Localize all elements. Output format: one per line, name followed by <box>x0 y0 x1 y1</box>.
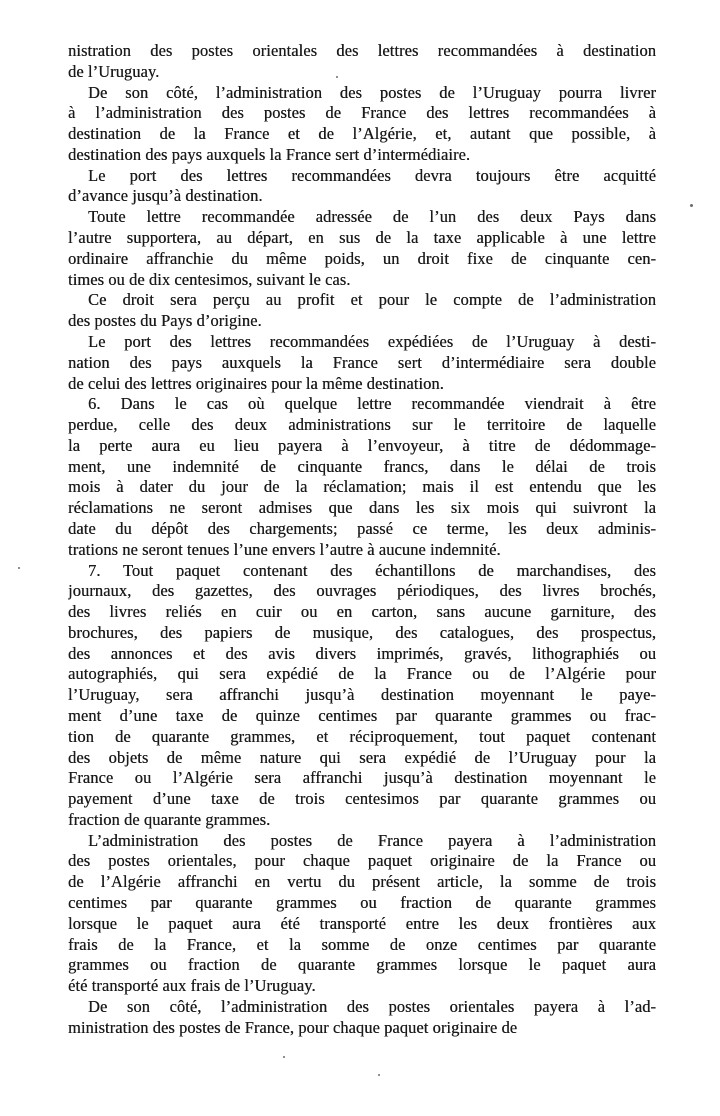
text-line: lorsque le paquet aura été transporté entre les deux frontières aux <box>68 913 656 933</box>
scan-speck <box>283 1056 285 1058</box>
text-line: destination de la France et de l’Algérie, et, autant que possible, à <box>68 124 656 144</box>
scan-speck <box>378 1074 380 1076</box>
text-line: De son côté, l’administration des postes orientales payera à l’ad- <box>88 996 656 1016</box>
text-line: L’administration des postes de France payera à l’administration <box>88 830 656 850</box>
text-line: de celui des lettres originaires pour la même destination. <box>68 373 444 393</box>
text-line: des postes orientales, pour chaque paquet originaire de la France ou <box>68 851 656 871</box>
text-line: perdue, celle des deux administrations sur le territoire de laquelle <box>68 415 656 435</box>
text-line: des livres reliés en cuir ou en carton, sans aucune garniture, des <box>68 602 656 622</box>
text-line: ordinaire affranchie du même poids, un droit fixe de cinquante cen- <box>68 248 656 268</box>
text-line: mois à dater du jour de la réclamation; mais il est entendu que les <box>68 477 656 497</box>
text-line: tion de quarante grammes, et réciproquement, tout paquet contenant <box>68 726 656 746</box>
scan-speck <box>690 204 693 207</box>
text-line: des postes du Pays d’origine. <box>68 311 262 331</box>
text-line: Le port des lettres recommandées devra toujours être acquitté <box>88 165 656 185</box>
text-line: destination des pays auxquels la France sert d’intermédiaire. <box>68 144 471 164</box>
text-line: ment d’une taxe de quinze centimes par quarante grammes ou frac- <box>68 706 656 725</box>
text-line: de l’Uruguay. <box>68 61 160 81</box>
text-line: brochures, des papiers de musique, des catalogues, des prospectus, <box>68 622 656 642</box>
text-line: réclamations ne seront admises que dans les six mois qui suivront la <box>68 498 656 518</box>
text-line: nation des pays auxquels la France sert d’intermédiaire sera double <box>68 352 656 372</box>
text-line: centimes par quarante grammes ou fraction de quarante grammes <box>68 893 656 913</box>
text-line: autographiés, qui sera expédié de la France ou de l’Algérie pour <box>68 664 656 684</box>
text-line: Toute lettre recommandée adressée de l’un des deux Pays dans <box>88 207 656 227</box>
scan-speck <box>18 567 20 569</box>
text-line: de l’Algérie affranchi en vertu du présent article, la somme de trois <box>68 872 656 892</box>
text-line: l’autre supportera, au départ, en sus de la taxe applicable à une lettre <box>68 228 656 248</box>
text-line: payement d’une taxe de trois centesimos par quarante grammes ou <box>68 789 656 809</box>
text-line: De son côté, l’administration des postes de l’Uruguay pourra livrer <box>88 82 656 102</box>
text-line: des objets de même nature qui sera expédié de l’Uruguay pour la <box>68 747 656 767</box>
text-line: 6. Dans le cas où quelque lettre recommandée viendrait à être <box>88 394 656 414</box>
text-line: à l’administration des postes de France des lettres recommandées à <box>68 103 656 123</box>
text-line: trations ne seront tenues l’une envers l’autre à aucune indemnité. <box>68 539 501 559</box>
text-line: des annonces et des avis divers imprimés, gravés, lithographiés ou <box>68 643 656 663</box>
text-line: times ou de dix centesimos, suivant le cas. <box>68 269 351 289</box>
text-line: 7. Tout paquet contenant des échantillons de marchandises, des <box>88 560 656 580</box>
page-text <box>68 41 656 1039</box>
text-line: nistration des postes orientales des lettres recommandées à destination <box>68 41 656 60</box>
text-line: l’Uruguay, sera affranchi jusqu’à destination moyennant le paye- <box>68 685 656 705</box>
text-line: été transporté aux frais de l’Uruguay. <box>68 976 316 996</box>
text-line: ment, une indemnité de cinquante francs, dans le délai de trois <box>68 456 656 476</box>
text-line: Le port des lettres recommandées expédiées de l’Uruguay à desti- <box>88 331 656 351</box>
text-line: Ce droit sera perçu au profit et pour le compte de l’administration <box>88 290 656 310</box>
text-line: France ou l’Algérie sera affranchi jusqu’à destination moyennant le <box>68 768 656 788</box>
text-line: d’avance jusqu’à destination. <box>68 186 263 206</box>
text-line: grammes ou fraction de quarante grammes lorsque le paquet aura <box>68 955 656 975</box>
text-line: fraction de quarante grammes. <box>68 809 271 829</box>
text-line: frais de la France, et la somme de onze centimes par quarante <box>68 934 656 954</box>
text-line: journaux, des gazettes, des ouvrages périodiques, des livres brochés, <box>68 581 656 601</box>
scan-speck <box>336 76 338 78</box>
text-line: ministration des postes de France, pour chaque paquet originaire de <box>68 1017 518 1037</box>
text-line: la perte aura eu lieu payera à l’envoyeur, à titre de dédommage- <box>68 435 656 455</box>
text-line: date du dépôt des chargements; passé ce terme, les deux adminis- <box>68 518 656 538</box>
